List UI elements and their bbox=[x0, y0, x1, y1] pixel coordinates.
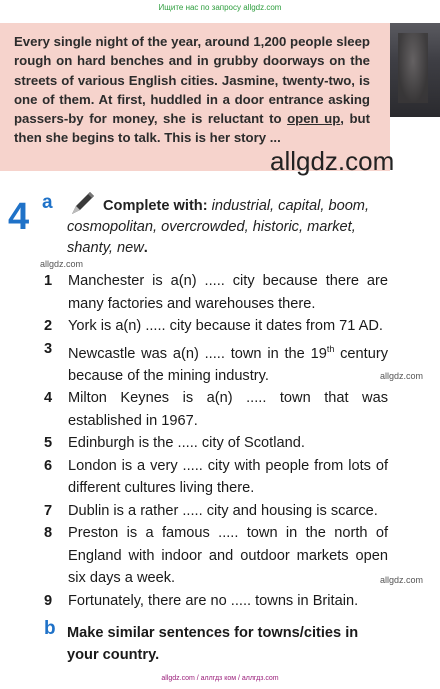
item-text: Milton Keynes is a(n) ..... town that was established in 1967. bbox=[68, 390, 388, 429]
watermark-small-1: allgdz.com bbox=[40, 259, 84, 269]
street-photo bbox=[390, 23, 440, 117]
watermark-small-2: allgdz.com bbox=[380, 371, 424, 381]
part-b-letter: b bbox=[44, 618, 56, 639]
list-item bbox=[40, 338, 388, 388]
list-item bbox=[40, 315, 388, 338]
top-search-note: Ищите нас по запросу allgdz.com bbox=[158, 3, 282, 12]
item-number: 6 bbox=[44, 457, 53, 474]
exercise-number: 4 bbox=[8, 196, 30, 238]
task-b: Make similar sentences for towns/cities in your country. bbox=[67, 625, 359, 663]
item-number: 7 bbox=[44, 502, 53, 519]
item-text: Preston is a famous ..... town in the north of England with indoor and outdoor markets open six days a week. bbox=[68, 525, 388, 587]
list-item bbox=[40, 500, 388, 523]
item-text: London is a very ..... city with people from lots of different cultures living there. bbox=[68, 457, 388, 497]
item-text-part: century because of the mining industry. bbox=[68, 345, 388, 384]
item-text: Fortunately, there are no ..... towns in Britain. bbox=[68, 592, 359, 609]
footer-links: allgdz.com / аллгдз ком / аллгдз.com bbox=[161, 675, 279, 682]
list-item bbox=[40, 522, 388, 590]
item-number: 3 bbox=[44, 340, 53, 357]
item-number: 4 bbox=[44, 390, 53, 407]
item-number: 9 bbox=[44, 592, 53, 609]
task-a bbox=[67, 196, 387, 259]
item-number: 5 bbox=[44, 435, 53, 452]
superscript: th bbox=[326, 343, 335, 354]
list-item bbox=[40, 270, 388, 315]
watermark-small-3: allgdz.com bbox=[380, 575, 424, 585]
intro-text-start: Every single night of the year, around 1,200 people sleep rough on hard benches and in grubby doorways on the streets of various English cities. Jasmine, twenty-two, is one of them. At first, huddled in a door entrance asking passers-by for money, she is reluctant to bbox=[14, 34, 370, 127]
word-bank: industrial, capital, boom, cosmopolitan, overcrowded, historic, market, shanty, new bbox=[67, 198, 370, 256]
item-text: Dublin is a rather ..... city and housing is scarce. bbox=[68, 502, 378, 519]
item-text: Manchester is a(n) ..... city because there are many factories and warehouses there. bbox=[68, 273, 388, 312]
item-number: 2 bbox=[44, 318, 53, 334]
part-a-letter: a bbox=[42, 192, 53, 213]
item-text bbox=[68, 338, 388, 388]
item-text: York is a(n) ..... city because it dates from 71 AD. bbox=[68, 318, 383, 334]
photo-figure bbox=[398, 33, 428, 103]
list-item bbox=[40, 387, 388, 432]
intro-text-end: , but then she begins to talk. This is her story ... bbox=[14, 111, 370, 146]
item-text: Edinburgh is the ..... city of Scotland. bbox=[68, 435, 305, 452]
intro-text bbox=[14, 32, 370, 148]
item-number: 8 bbox=[44, 525, 53, 542]
list-item bbox=[40, 432, 388, 455]
list-item bbox=[40, 590, 388, 613]
list-item bbox=[40, 455, 388, 500]
item-text-part: Newcastle was a(n) ..... town in the 19 bbox=[68, 345, 327, 362]
exercise-items bbox=[40, 270, 388, 612]
item-number: 1 bbox=[44, 273, 53, 289]
underlined-phrase: open up bbox=[287, 111, 341, 127]
word-bank-end: . bbox=[143, 240, 148, 256]
watermark-large: allgdz.com bbox=[270, 146, 395, 176]
task-a-label: Complete with: bbox=[103, 198, 208, 214]
